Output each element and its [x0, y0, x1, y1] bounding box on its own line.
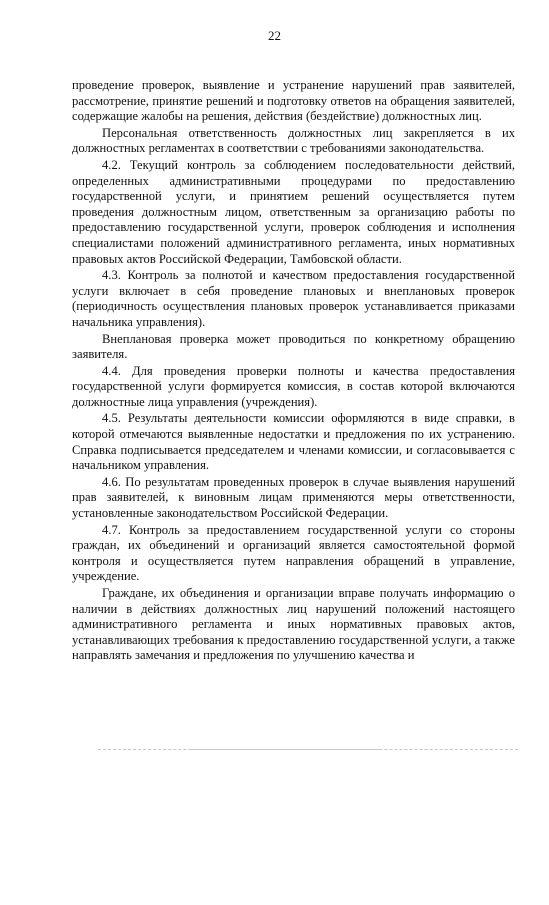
page-number: 22 — [268, 28, 281, 43]
document-body — [72, 78, 515, 664]
scan-artifact-line-solid — [190, 749, 380, 750]
paragraph-unscheduled-inspection: Внеплановая проверка может проводиться по конкретному обращению заявителя. — [72, 331, 515, 362]
paragraph-4-3: 4.3. Контроль за полнотой и качеством предоставления государственной услуги включает в себя проведение плановых и внеплановых проверок (периодичность осуществления плановых проверок устанавливается приказами начальника управления). — [72, 268, 515, 329]
paragraph-citizens-rights: Граждане, их объединения и организации вправе получать информацию о наличии в действиях должностных лиц нарушений положений настоящего административного регламента и иных нормативных правовых актов, устанавливающих требования к предоставлению государственной услуги, а также направлять замечания и предложения по улучшению качества и — [72, 586, 515, 663]
paragraph-4-5: 4.5. Результаты деятельности комиссии оформляются в виде справки, в которой отмечаются выявленные недостатки и предложения по их устранению. Справка подписывается председателем и членами комиссии, и согласовывается с начальником управления. — [72, 411, 515, 473]
paragraph-continuation: проведение проверок, выявление и устранение нарушений прав заявителей, рассмотрение, принятие решений и подготовку ответов на обращения заявителей, содержащие жалобы на решения, действия (бездействие) должностных лиц. — [72, 78, 515, 124]
paragraph-personal-responsibility: Персональная ответственность должностных лиц закрепляется в их должностных регламентах в соответствии с требованиями законодательства. — [72, 125, 515, 156]
paragraph-4-7: 4.7. Контроль за предоставлением государственной услуги со стороны граждан, их объединений и организаций является самостоятельной формой контроля и осуществляется путем направления обращений в управление, учреждение. — [72, 522, 515, 584]
paragraph-4-6: 4.6. По результатам проведенных проверок в случае выявления нарушений прав заявителей, к виновным лицам применяются меры ответственности, установленные законодательством Российской Федерации. — [72, 474, 515, 521]
paragraph-4-4: 4.4. Для проведения проверки полноты и качества предоставления государственной услуги формируется комиссия, в состав которой включаются должностные лица управления (учреждения). — [72, 363, 515, 409]
paragraph-4-2: 4.2. Текущий контроль за соблюдением последовательности действий, определенных административными процедурами по предоставлению государственной услуги, и принятием решений осуществляется путем проведения должностным лицом, ответственным за организацию работы по предоставлению государственной услуги, проверок соблюдения и исполнения специалистами положений административного регламента, иных нормативных правовых актов Российской Федерации, Тамбовской области. — [72, 157, 515, 266]
